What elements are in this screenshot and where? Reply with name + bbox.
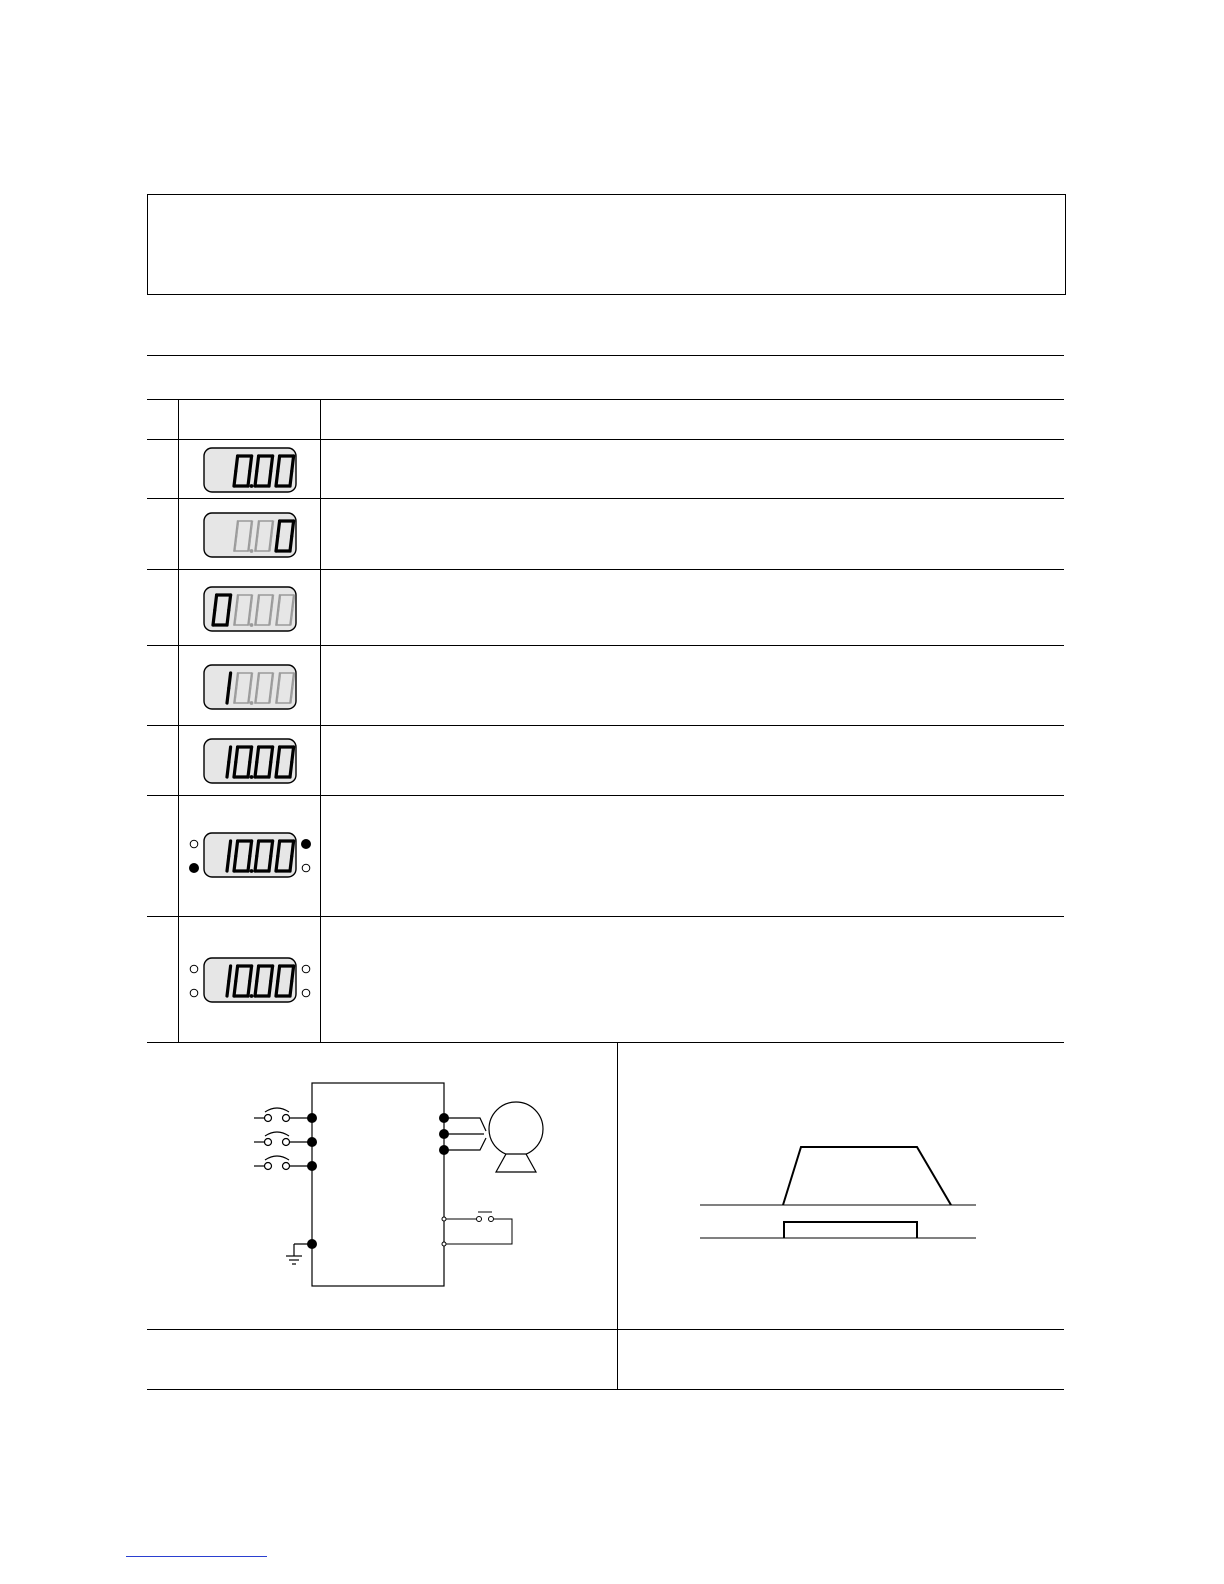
- lcd-segment: [269, 981, 271, 996]
- lcd-decimal-point: [250, 623, 254, 627]
- lcd-segment: [236, 966, 238, 981]
- lcd-segment: [276, 471, 278, 486]
- status-led-bottom-right: [302, 989, 310, 997]
- lcd-display: [186, 735, 314, 787]
- status-led-bottom-left: [190, 864, 199, 873]
- lcd-segment: [290, 536, 292, 551]
- lcd-segment: [276, 981, 278, 996]
- lcd-segment: [278, 521, 280, 536]
- lcd-display: [186, 829, 314, 881]
- lcd-segment: [213, 610, 215, 625]
- lcd-segment: [234, 471, 236, 486]
- lcd-display: [186, 509, 314, 561]
- input-switch: [254, 1156, 312, 1170]
- terminal-dot: [307, 1137, 317, 1147]
- lcd-display: [186, 444, 314, 496]
- input-switch: [254, 1108, 312, 1122]
- lcd-segment: [257, 966, 259, 981]
- row-divider: [147, 439, 1064, 440]
- lcd-segment: [257, 456, 259, 471]
- status-led-top-right: [302, 840, 311, 849]
- status-led-bottom-left: [190, 989, 198, 997]
- lcd-segment: [278, 966, 280, 981]
- lcd-segment: [248, 471, 250, 486]
- lcd-segment: [234, 856, 236, 871]
- lcd-decimal-point: [250, 549, 254, 553]
- terminal-dot: [307, 1239, 317, 1249]
- lcd-segment: [236, 747, 238, 762]
- lcd-segment: [276, 536, 278, 551]
- lcd-segment: [227, 762, 229, 777]
- lcd-segment: [229, 747, 231, 762]
- lcd-segment: [290, 762, 292, 777]
- lcd-segment: [227, 856, 229, 871]
- lcd-segment: [292, 966, 294, 981]
- row-divider: [147, 1329, 1064, 1330]
- run-signal-pulse: [784, 1222, 917, 1238]
- lcd-segment: [255, 762, 257, 777]
- lcd-segment: [250, 966, 252, 981]
- lcd-segment: [255, 856, 257, 871]
- lcd-segment: [229, 673, 231, 688]
- lcd-segment: [248, 856, 250, 871]
- lcd-segment: [292, 521, 294, 536]
- lcd-segment: [278, 456, 280, 471]
- wiring-diagram: [240, 1075, 560, 1295]
- lcd-segment: [257, 841, 259, 856]
- lcd-segment: [255, 471, 257, 486]
- lcd-segment: [271, 966, 273, 981]
- footer-link[interactable]: [126, 1556, 267, 1557]
- status-led-bottom-right: [302, 864, 310, 872]
- inverter-block: [312, 1083, 444, 1286]
- terminal-dot: [307, 1113, 317, 1123]
- lcd-segment: [269, 471, 271, 486]
- lcd-segment: [250, 456, 252, 471]
- frequency-profile: [783, 1147, 951, 1205]
- row-divider: [147, 795, 1064, 796]
- row-divider: [147, 725, 1064, 726]
- lcd-decimal-point: [250, 994, 254, 998]
- status-led-top-right: [302, 965, 310, 973]
- lcd-decimal-point: [250, 869, 254, 873]
- status-led-top-left: [190, 840, 198, 848]
- lcd-segment: [215, 595, 217, 610]
- lcd-display: [186, 661, 314, 713]
- row-divider: [147, 645, 1064, 646]
- lcd-segment: [292, 841, 294, 856]
- lcd-segment: [234, 762, 236, 777]
- row-divider: [147, 916, 1064, 917]
- lcd-segment: [248, 762, 250, 777]
- lcd-segment: [236, 456, 238, 471]
- table-bottom-rule: [147, 1389, 1064, 1390]
- lcd-segment: [271, 747, 273, 762]
- lcd-segment: [250, 841, 252, 856]
- lcd-segment: [278, 747, 280, 762]
- lcd-segment: [250, 747, 252, 762]
- lcd-segment: [269, 762, 271, 777]
- lcd-segment: [290, 856, 292, 871]
- lcd-segment: [290, 981, 292, 996]
- lcd-segment: [292, 456, 294, 471]
- lcd-segment: [269, 856, 271, 871]
- lcd-segment: [234, 981, 236, 996]
- lcd-display: [186, 954, 314, 1006]
- lcd-segment: [229, 595, 231, 610]
- lcd-decimal-point: [250, 775, 254, 779]
- relay-contact: [442, 1212, 512, 1246]
- lcd-segment: [278, 841, 280, 856]
- lcd-segment: [257, 747, 259, 762]
- lcd-decimal-point: [250, 701, 254, 705]
- status-led-top-left: [190, 965, 198, 973]
- timing-diagram: [695, 1135, 985, 1245]
- lcd-segment: [271, 841, 273, 856]
- table-top-rule: [147, 355, 1064, 356]
- column-divider: [178, 399, 179, 1042]
- lcd-segment: [248, 981, 250, 996]
- lcd-segment: [227, 610, 229, 625]
- lcd-segment: [255, 981, 257, 996]
- input-switch: [254, 1132, 312, 1146]
- lcd-segment: [276, 856, 278, 871]
- column-divider: [617, 1042, 618, 1389]
- lcd-segment: [236, 841, 238, 856]
- lcd-segment: [229, 966, 231, 981]
- lcd-display: [186, 583, 314, 635]
- lcd-segment: [229, 841, 231, 856]
- column-divider: [320, 399, 321, 1042]
- table-header-rule: [147, 399, 1064, 400]
- lcd-segment: [292, 747, 294, 762]
- row-divider: [147, 1042, 1064, 1043]
- row-divider: [147, 569, 1064, 570]
- row-divider: [147, 498, 1064, 499]
- lcd-decimal-point: [250, 484, 254, 488]
- motor-icon: [489, 1102, 543, 1172]
- lcd-segment: [271, 456, 273, 471]
- lcd-segment: [276, 762, 278, 777]
- terminal-dot: [307, 1161, 317, 1171]
- note-box: [147, 194, 1066, 295]
- lcd-segment: [227, 981, 229, 996]
- lcd-segment: [227, 688, 229, 703]
- lcd-segment: [290, 471, 292, 486]
